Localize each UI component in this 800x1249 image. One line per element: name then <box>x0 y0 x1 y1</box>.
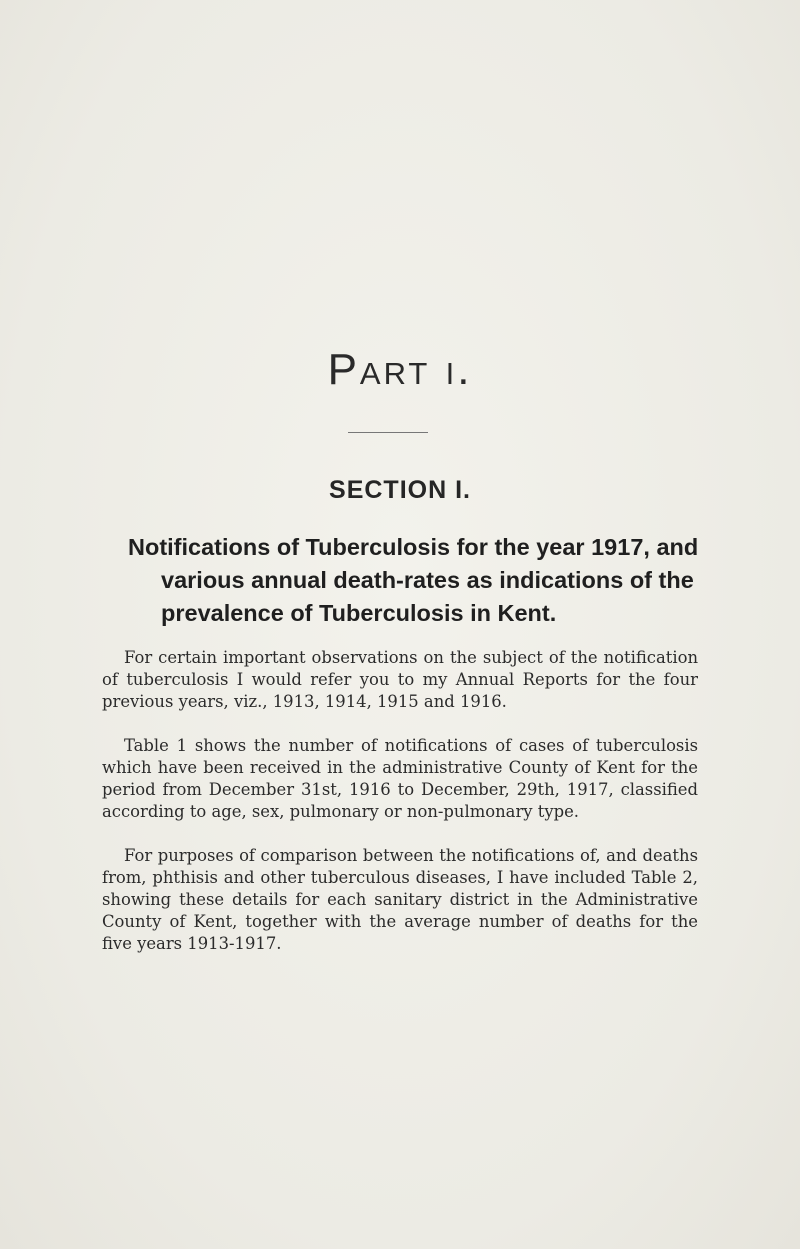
divider-rule <box>348 432 428 433</box>
paragraph-line: County of Kent, together with the average number of deaths for the <box>102 912 698 931</box>
paragraph-line: of tuberculosis I would refer you to my Annual Reports for the four <box>102 670 698 689</box>
paragraph-prior-reports <box>102 647 698 713</box>
part-heading: Part i. <box>327 345 473 394</box>
paragraph-line: period from December 31st, 1916 to December, 29th, 1917, classified <box>102 780 698 799</box>
paragraph-line: from, phthisis and other tuberculous diseases, I have included Table 2, <box>102 868 698 887</box>
title-line: prevalence of Tuberculosis in Kent. <box>161 600 557 626</box>
paragraph-line: according to age, sex, pulmonary or non-pulmonary type. <box>102 802 580 821</box>
paragraph-line: Table 1 shows the number of notifications of cases of tuberculosis <box>124 736 698 755</box>
paragraph-line: showing these details for each sanitary district in the Administrative <box>102 890 698 909</box>
section-heading: SECTION I. <box>329 476 471 504</box>
paragraph-line: previous years, viz., 1913, 1914, 1915 and 1916. <box>102 692 507 711</box>
paragraph-line: For certain important observations on the subject of the notification <box>124 648 698 667</box>
paragraph-table-2 <box>102 845 698 955</box>
section-title <box>128 531 699 630</box>
paragraph-line: For purposes of comparison between the notifications of, and deaths <box>124 846 698 865</box>
title-line: various annual death-rates as indications of the <box>161 567 694 593</box>
title-line: Notifications of Tuberculosis for the year 1917, and <box>128 534 699 560</box>
paragraph-table-1 <box>102 735 698 823</box>
paragraph-line: five years 1913-1917. <box>102 934 282 953</box>
paragraph-line: which have been received in the administrative County of Kent for the <box>102 758 698 777</box>
